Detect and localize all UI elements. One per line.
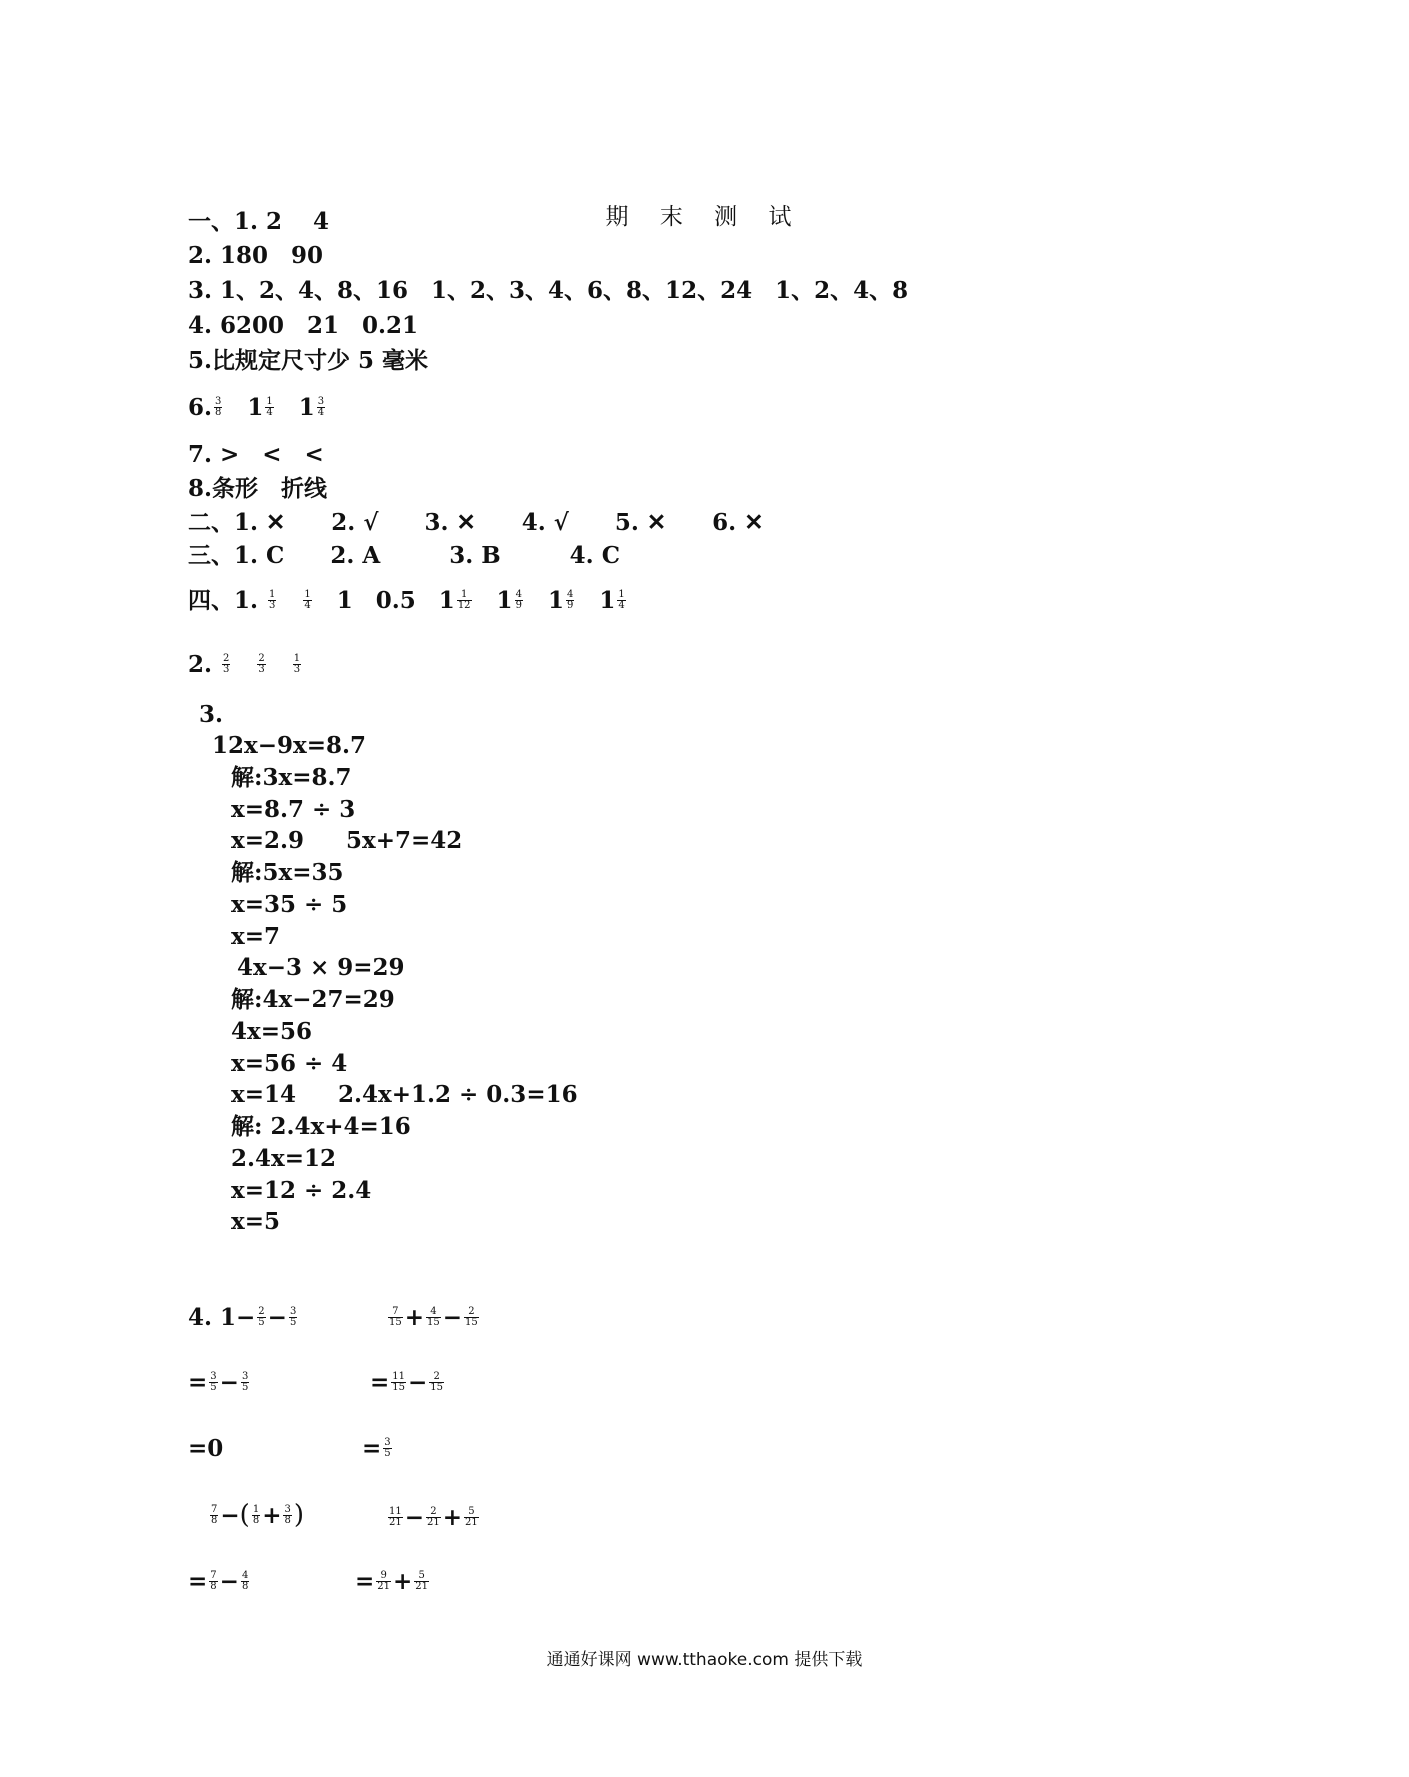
- choice-item: 3. B: [449, 542, 501, 569]
- fraction: $\frac{1}{3}$: [293, 652, 301, 675]
- fraction: $\frac{2}{3}$: [258, 652, 265, 675]
- equation-line: x=5: [231, 1208, 280, 1235]
- fraction: $\frac{3}{5}$: [241, 1370, 249, 1393]
- equation-line: x=8.7 ÷ 3: [231, 796, 356, 823]
- answer-1-3: 3. 1、2、4、8、16 1、2、3、4、6、8、12、24 1、2、4、8: [188, 277, 909, 304]
- tf-item: 3. ✕: [424, 509, 476, 536]
- calc-4-line-1: $\frac{11}{21}$ − $\frac{2}{21}$ + $\frac{5}{21}$: [389, 1504, 478, 1531]
- calc-2-line-1: $\frac{7}{15}$ + $\frac{4}{15}$ − $\frac{2}{15}$: [389, 1304, 478, 1331]
- fraction: $\frac{5}{21}$: [465, 1505, 478, 1528]
- answer-1-5: 5.比规定尺寸少 5 毫米: [188, 347, 429, 374]
- tf-item: 5. ✕: [614, 509, 667, 536]
- equation-line: 4x−3 × 9=29: [237, 954, 405, 981]
- fraction: $\frac{2}{15}$: [430, 1370, 444, 1393]
- answer-1-2: 2. 180 90: [188, 242, 324, 269]
- equation-line: 2.4x+1.2 ÷ 0.3=16: [338, 1081, 578, 1108]
- calc-1-result: =0: [188, 1435, 224, 1462]
- section-2-prefix: 二、: [188, 509, 234, 536]
- tf-item: 1. ✕: [234, 509, 286, 536]
- tf-item: 4. √: [521, 509, 569, 536]
- answer-4-2: [188, 650, 303, 680]
- fraction: $\frac{2}{21}$: [427, 1505, 440, 1528]
- fraction: $\frac{9}{21}$: [377, 1569, 391, 1592]
- equation-line: 12x−9x=8.7: [212, 732, 366, 759]
- fraction: $\frac{2}{15}$: [465, 1305, 478, 1328]
- equation-line: 2.4x=12: [231, 1145, 337, 1172]
- fraction: $\frac{2}{5}$: [258, 1305, 265, 1328]
- calc-3-line-1: $\frac{7}{8}$ −( $\frac{1}{8}$ + $\frac{3}{8}$ ): [211, 1500, 304, 1530]
- footer-credit: 通通好课网 www.tthaoke.com 提供下载: [546, 1650, 863, 1670]
- answer-1-8: 8.条形 折线: [188, 475, 328, 502]
- answer-4-2-prefix: 2.: [188, 651, 213, 678]
- fraction: $\frac{11}{15}$: [392, 1370, 406, 1393]
- calc-1-prefix: 4. 1−: [188, 1304, 256, 1331]
- answer-1-6: 6. $\frac{3}{8}$ 1 $\frac{1}{4}$ 1 $\frac{3}{4}$: [188, 394, 325, 421]
- calc-1-line-1: 4. 1− $\frac{2}{5}$ − $\frac{3}{5}$: [188, 1304, 297, 1331]
- fraction: $\frac{11}{21}$: [389, 1505, 402, 1528]
- choice-item: 1. C: [234, 542, 285, 569]
- fraction: $\frac{4}{9}$: [515, 588, 522, 611]
- fraction: $\frac{1}{4}$: [304, 588, 311, 611]
- fraction: $\frac{1}{8}$: [252, 1503, 260, 1526]
- equation-line: x=12 ÷ 2.4: [231, 1177, 372, 1204]
- fraction: $\frac{2}{3}$: [223, 652, 230, 675]
- fraction: $\frac{7}{8}$: [211, 1503, 218, 1526]
- choice-item: 4. C: [569, 542, 620, 569]
- section-3-prefix: 三、: [188, 542, 234, 569]
- fraction: $\frac{4}{9}$: [566, 588, 574, 611]
- fraction: $\frac{3}{4}$: [317, 395, 325, 418]
- answer-1-1: 一、1. 2 4: [188, 208, 330, 235]
- answer-4-1: 四、1. $\frac{1}{3}$ $\frac{1}{4}$ 1 0.5 1 $\frac{1}{12}$ 1 $\frac{4}{9}$ 1 $\frac{4}{9}$ 1 $\frac{1}{4}$: [188, 587, 625, 614]
- fraction: $\frac{1}{3}$: [269, 588, 276, 611]
- page-title: 期 末 测 试: [605, 204, 804, 230]
- fraction: $\frac{3}{5}$: [210, 1370, 217, 1393]
- calc-2-line-2: = $\frac{11}{15}$ − $\frac{2}{15}$: [370, 1369, 444, 1396]
- choice-item: 2. A: [330, 542, 381, 569]
- equation-line: 解:3x=8.7: [231, 764, 352, 791]
- calc-4-line-2: = $\frac{9}{21}$ + $\frac{5}{21}$: [355, 1568, 429, 1595]
- equation-line: 解: 2.4x+4=16: [231, 1113, 411, 1140]
- answer-4-1-prefix: 四、1.: [188, 587, 259, 614]
- fraction: $\frac{3}{8}$: [215, 395, 222, 418]
- fraction: $\frac{3}{5}$: [384, 1436, 391, 1459]
- fraction: $\frac{4}{8}$: [241, 1569, 249, 1592]
- fraction: $\frac{7}{15}$: [389, 1305, 402, 1328]
- fraction: $\frac{3}{8}$: [284, 1503, 291, 1526]
- fraction: $\frac{5}{21}$: [415, 1569, 429, 1592]
- answer-section-2: [188, 508, 763, 538]
- fraction: $\frac{4}{15}$: [427, 1305, 440, 1328]
- answer-section-3: [188, 541, 620, 571]
- equation-line: x=14: [231, 1081, 296, 1108]
- equation-line: x=7: [231, 923, 280, 950]
- tf-item: 6. ✕: [712, 509, 764, 536]
- fraction: $\frac{7}{8}$: [210, 1569, 217, 1592]
- calc-1-line-2: = $\frac{3}{5}$ − $\frac{3}{5}$: [188, 1369, 249, 1396]
- equation-line: 解:5x=35: [231, 859, 344, 886]
- equation-line: x=35 ÷ 5: [231, 891, 348, 918]
- fraction: $\frac{1}{4}$: [266, 395, 273, 418]
- calc-3-line-2: = $\frac{7}{8}$ − $\frac{4}{8}$: [188, 1568, 249, 1595]
- equation-line: 解:4x−27=29: [231, 986, 395, 1013]
- answer-1-4: 4. 6200 21 0.21: [188, 312, 419, 339]
- equation-line: 5x+7=42: [346, 827, 463, 854]
- fraction: $\frac{1}{12}$: [457, 588, 471, 611]
- fraction: $\frac{3}{5}$: [289, 1305, 297, 1328]
- answer-4-3-label: 3.: [199, 701, 224, 728]
- answer-1-7: 7. > < <: [188, 441, 324, 468]
- equation-line: 4x=56: [231, 1018, 312, 1045]
- tf-item: 2. √: [331, 509, 379, 536]
- answer-1-6-prefix: 6.: [188, 394, 213, 421]
- fraction: $\frac{1}{4}$: [618, 588, 625, 611]
- equation-line: x=2.9: [231, 827, 304, 854]
- calc-2-result: = $\frac{3}{5}$: [362, 1435, 391, 1462]
- equation-line: x=56 ÷ 4: [231, 1050, 348, 1077]
